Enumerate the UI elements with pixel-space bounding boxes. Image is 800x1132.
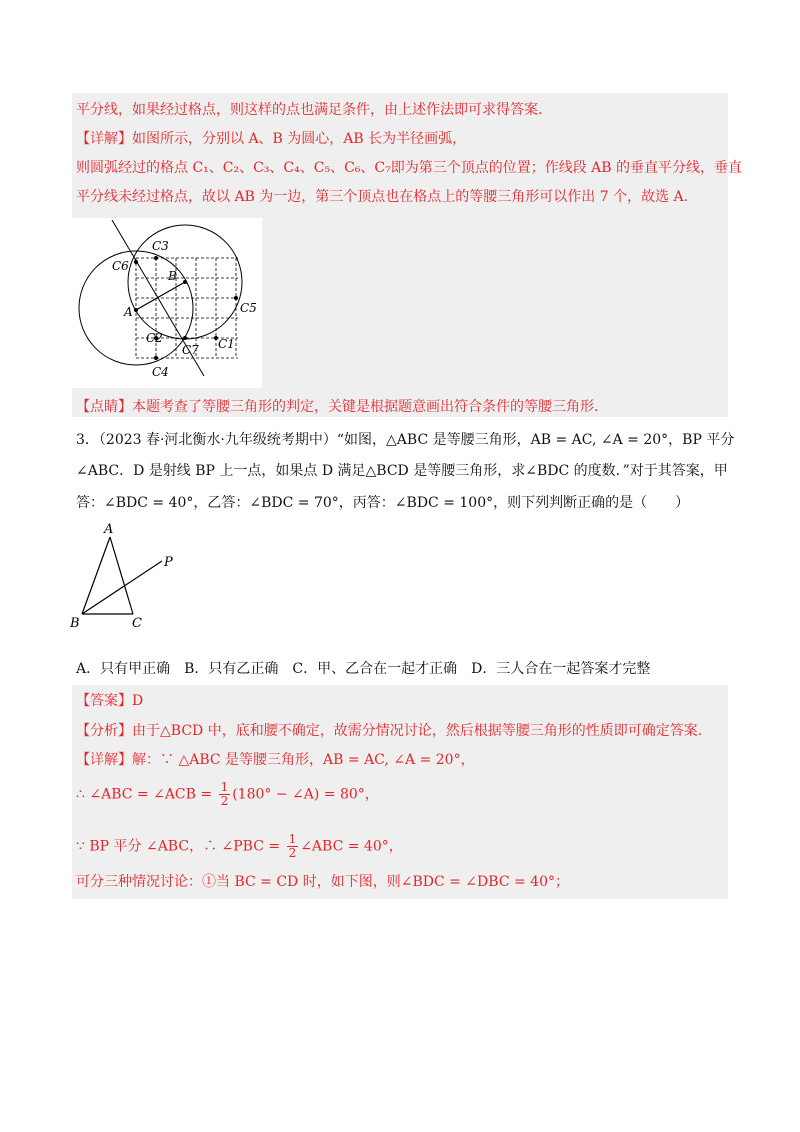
text-line: 平分线未经过格点，故以 AB 为一边，第三个顶点也在格点上的等腰三角形可以作出 7 个，故选 A. xyxy=(76,189,689,205)
label-c1: C1 xyxy=(218,337,235,351)
analysis-line xyxy=(76,722,702,740)
grid-circles-svg xyxy=(72,218,262,388)
frac-denominator: 2 xyxy=(220,794,229,808)
figure-grid-circles xyxy=(72,218,262,388)
question-line-2: ∠ABC．D 是射线 BP 上一点，如果点 D 满足△BCD 是等腰三角形，求∠BDC 的度数．”对于其答案，甲 xyxy=(76,463,728,479)
label-c3: C3 xyxy=(152,239,169,253)
detail-tag: 【详解】 xyxy=(76,131,132,147)
question-line-3: 答：∠BDC = 40°，乙答：∠BDC = 70°，丙答：∠BDC = 100°，则下列判断正确的是（ ） xyxy=(76,495,690,511)
fraction-half xyxy=(219,781,231,808)
answer-options: A．只有甲正确 B．只有乙正确 C．甲、乙合在一起才正确 D．三人合在一起答案才完整 xyxy=(76,661,651,677)
detail-line xyxy=(76,751,475,769)
fraction-half xyxy=(287,833,299,860)
frac-numerator: 1 xyxy=(220,780,229,794)
detail-text: 解：∵ △ABC 是等腰三角形，AB = AC, ∠A = 20°， xyxy=(132,752,475,768)
detail-tag: 【详解】 xyxy=(76,752,132,768)
label-a: A xyxy=(104,522,114,537)
note-tag: 【点睛】 xyxy=(76,399,132,415)
label-c: C xyxy=(132,616,142,631)
note-text: 本题考查了等腰三角形的判定，关键是根据题意画出符合条件的等腰三角形. xyxy=(132,399,599,415)
label-c6: C6 xyxy=(112,259,129,273)
label-p: P xyxy=(164,555,173,570)
frac-denominator: 2 xyxy=(288,846,297,860)
step1-right: (180° − ∠A) = 80°， xyxy=(232,786,379,803)
analysis-tag: 【分析】 xyxy=(76,723,132,739)
solution-block-2 xyxy=(72,685,728,899)
step-2 xyxy=(76,833,403,860)
label-a: A xyxy=(124,305,133,319)
step-1 xyxy=(76,781,379,808)
label-b: B xyxy=(70,616,80,631)
label-c5: C5 xyxy=(240,301,257,315)
detail-text: 如图所示，分别以 A、B 为圆心，AB 长为半径画弧， xyxy=(132,131,467,147)
step1-left: ∴ ∠ABC = ∠ACB = xyxy=(76,786,217,803)
figure-triangle xyxy=(66,520,186,632)
answer-tag: 【答案】 xyxy=(76,693,132,709)
analysis-text: 由于△BCD 中，底和腰不确定，故需分情况讨论，然后根据等腰三角形的性质即可确定答案. xyxy=(132,723,703,739)
answer-line xyxy=(76,692,143,710)
note-line xyxy=(76,398,598,416)
text-line: 平分线，如果经过格点，则这样的点也满足条件，由上述作法即可求得答案. xyxy=(76,102,543,118)
detail-line xyxy=(76,130,466,148)
label-c4: C4 xyxy=(152,365,169,379)
text-line: 则圆弧经过的格点 C₁、C₂、C₃、C₄、C₅、C₆、C₇即为第三个顶点的位置；作线段 AB 的垂直平分线，垂直 xyxy=(76,160,743,176)
label-b: B xyxy=(168,269,177,283)
label-c2: C2 xyxy=(146,331,163,345)
step2-right: ∠ABC = 40°， xyxy=(300,838,403,855)
step-3: 可分三种情况讨论：①当 BC = CD 时，如下图，则∠BDC = ∠DBC = 40°； xyxy=(76,874,569,890)
step2-left: ∵ BP 平分 ∠ABC，∴ ∠PBC = xyxy=(76,838,285,855)
answer-value: D xyxy=(132,693,144,709)
triangle-svg xyxy=(66,520,186,632)
frac-numerator: 1 xyxy=(288,832,297,846)
label-c7: C7 xyxy=(182,343,199,357)
question-line-1: 3．（2023 春·河北衡水·九年级统考期中）“如图，△ABC 是等腰三角形，AB = AC, ∠A = 20°，BP 平分 xyxy=(76,432,735,448)
